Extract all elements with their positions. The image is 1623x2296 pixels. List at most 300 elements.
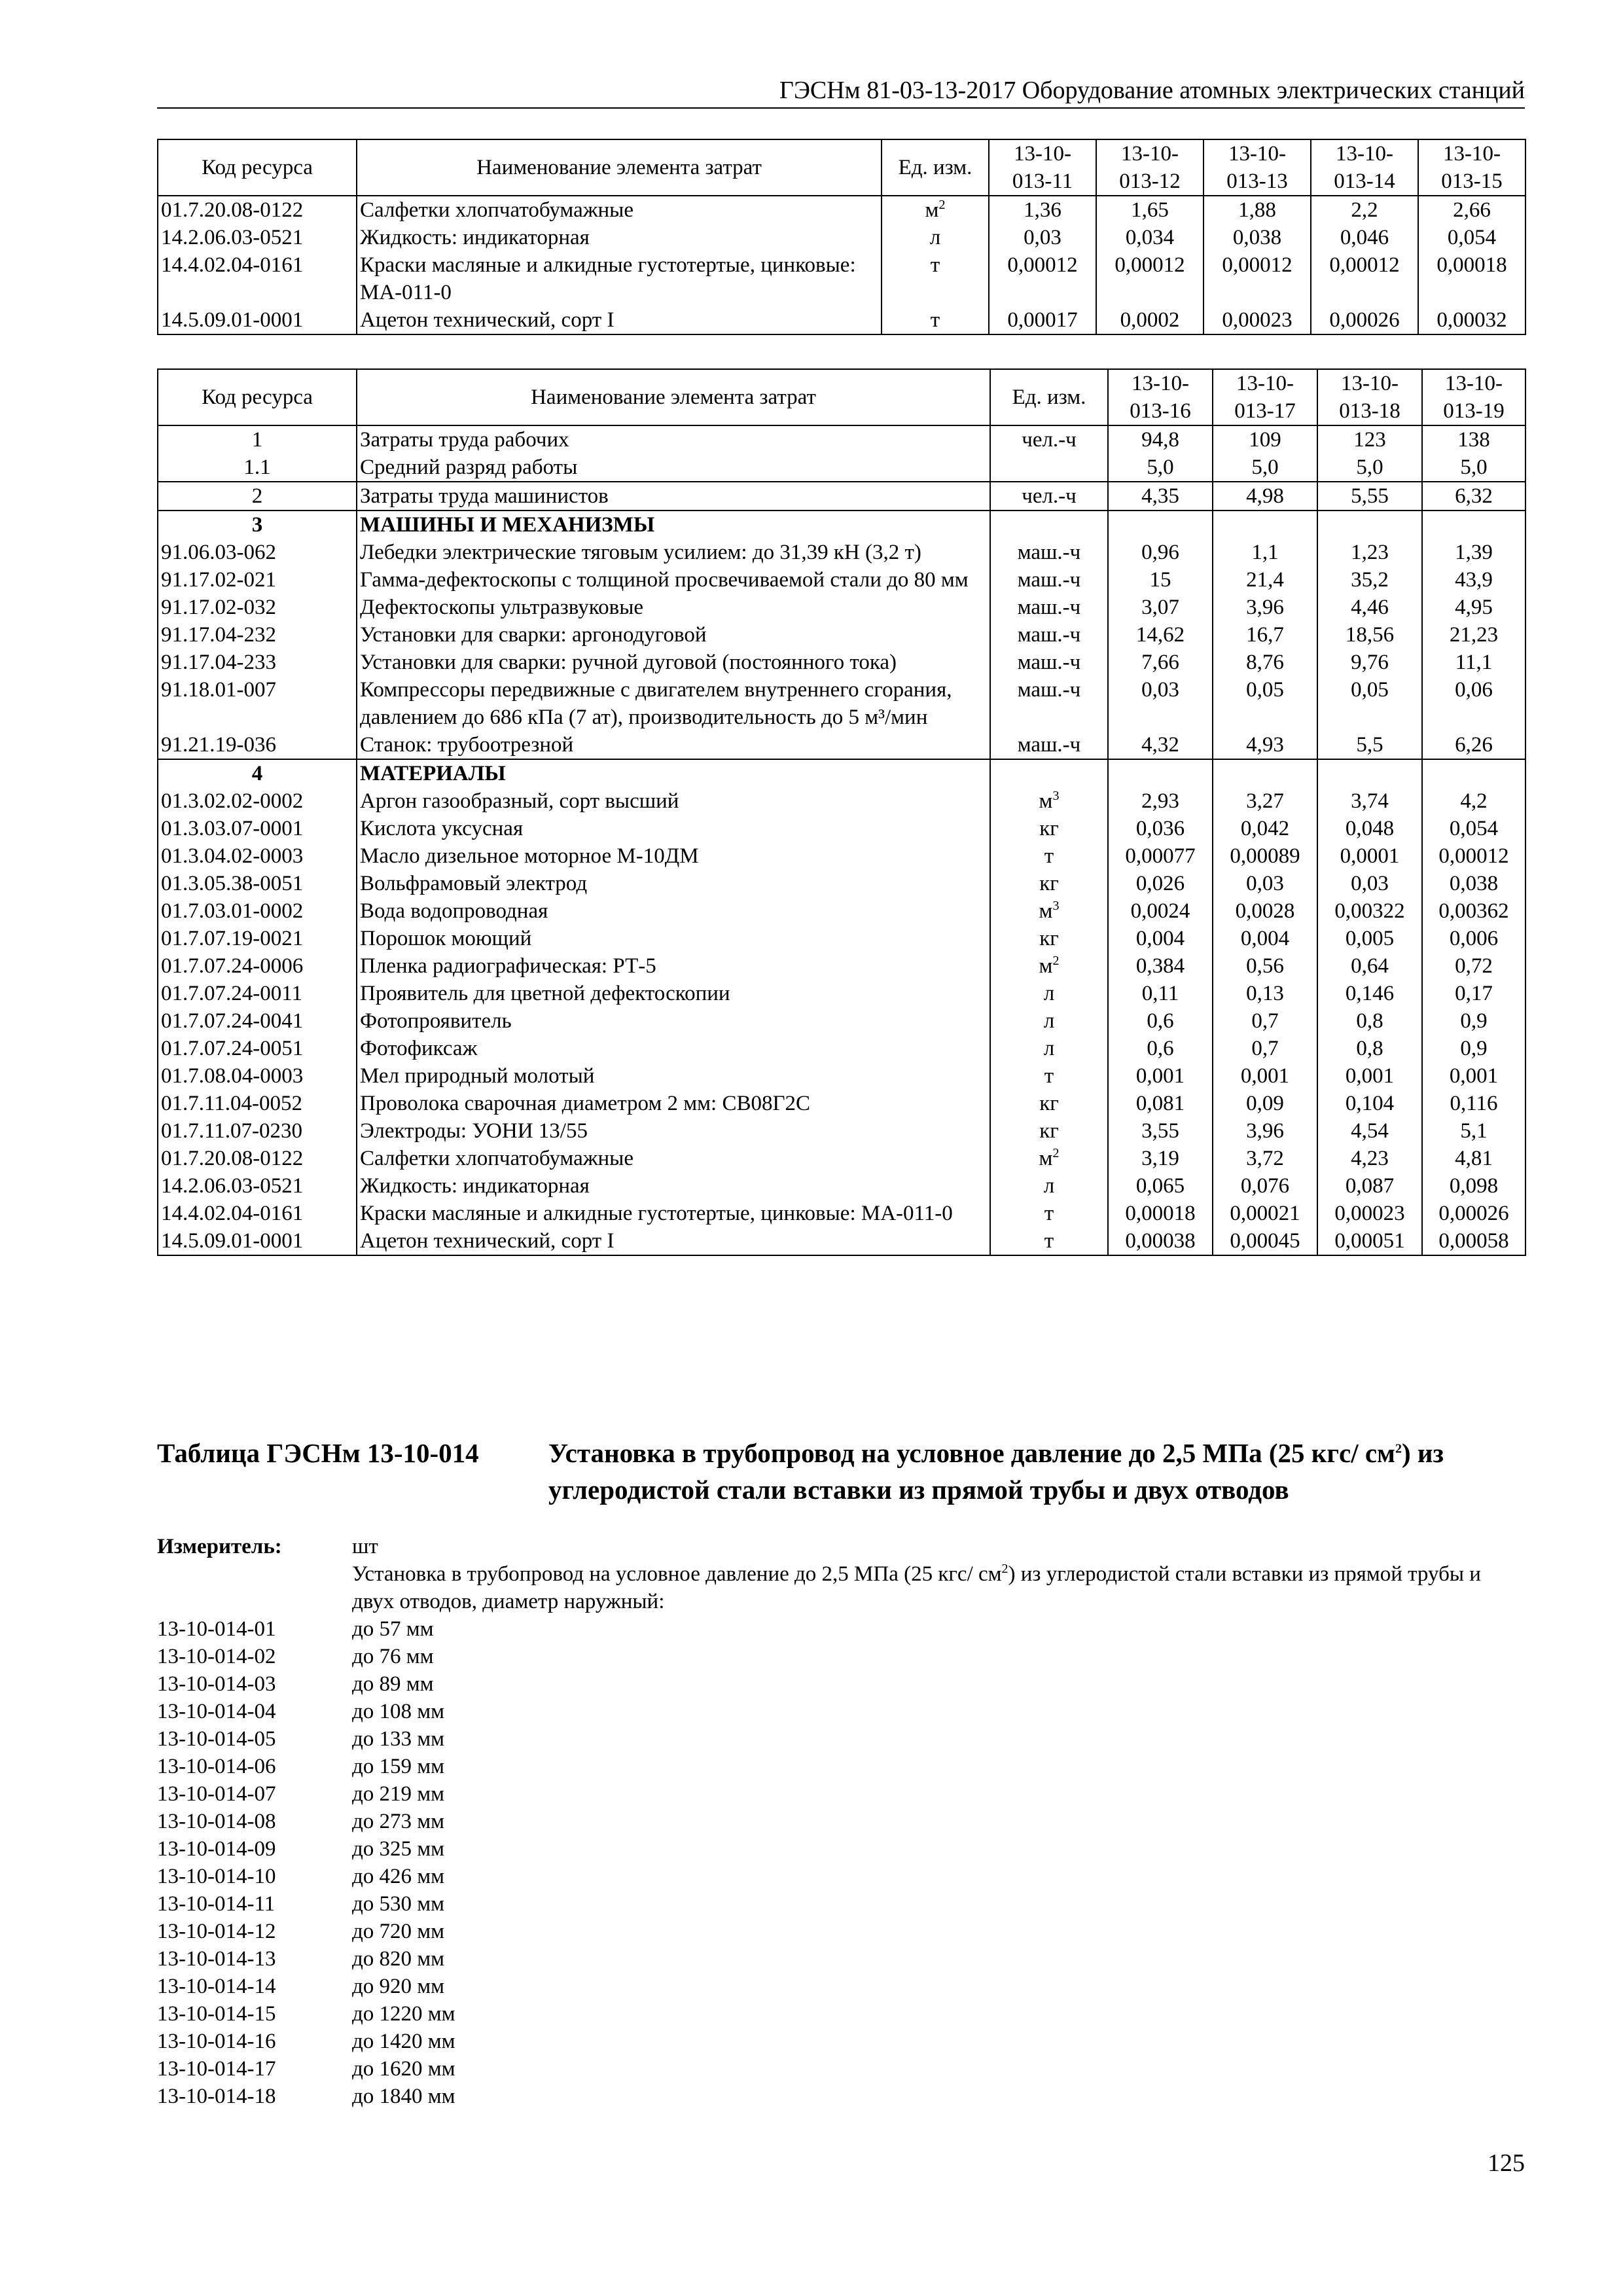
resource-name: Фотофиксаж [357,1035,990,1062]
value-cell: 1,36 [989,196,1096,224]
item-text: до 530 мм [352,1892,445,1916]
table-row [158,1090,1525,1117]
header-col: 13-10- 013-12 [1096,139,1204,196]
table-row [158,925,1525,952]
resource-name: Масло дизельное моторное М-10ДМ [357,842,990,870]
unit-text: т [930,308,940,332]
caption-title-sup: 2 [1395,1441,1402,1456]
resource-name: Краски масляные и алкидные густотертые, цинковые: МА-011-0 [357,1200,990,1227]
unit-text: т [1044,1202,1054,1225]
value-cell: 0,06 [1422,676,1525,731]
resource-unit [990,1007,1108,1035]
item-text: до 133 мм [352,1727,445,1751]
measure-block [157,1533,1525,2110]
item-text: до 1620 мм [352,2057,455,2081]
value-cell: 0,00021 [1213,1200,1317,1227]
resource-unit [990,842,1108,870]
resource-name: Салфетки хлопчатобумажные [357,196,882,224]
item-code: 13-10-014-10 [157,1865,276,1888]
value-cell [1422,759,1525,787]
resource-code: 3 [158,511,357,539]
table-row [158,1117,1525,1145]
unit-text: л [929,226,941,249]
value-cell: 0,00077 [1108,842,1213,870]
resource-unit [990,621,1108,649]
resource-name: Вольфрамовый электрод [357,870,990,897]
table-row [158,1227,1525,1255]
resource-name: Проявитель для цветной дефектоскопии [357,980,990,1007]
resource-code: 91.06.03-062 [158,539,357,566]
value-cell: 0,098 [1422,1172,1525,1200]
unit-text: л [1043,982,1055,1005]
value-cell [1213,759,1317,787]
value-cell: 0,034 [1096,224,1204,251]
value-cell: 0,56 [1213,952,1317,980]
unit-text: маш.-ч [1017,541,1081,564]
item-code: 13-10-014-04 [157,1700,276,1723]
value-cell: 0,64 [1317,952,1422,980]
value-cell: 1,1 [1213,539,1317,566]
resource-name: Пленка радиографическая: РТ-5 [357,952,990,980]
value-cell: 3,96 [1213,594,1317,621]
value-cell: 3,07 [1108,594,1213,621]
resource-name: МАТЕРИАЛЫ [357,759,990,787]
list-item [157,1753,1525,1780]
value-cell: 0,001 [1317,1062,1422,1090]
value-cell: 0,001 [1108,1062,1213,1090]
value-cell: 0,0024 [1108,897,1213,925]
resource-unit [990,925,1108,952]
resource-name: Установки для сварки: аргонодуговой [357,621,990,649]
value-cell: 21,23 [1422,621,1525,649]
table-caption-title [548,1435,1530,1508]
resource-unit [990,1062,1108,1090]
unit-sup: 2 [1052,1146,1060,1160]
value-cell: 2,93 [1108,787,1213,815]
value-cell: 0,004 [1213,925,1317,952]
resource-code: 01.7.11.04-0052 [158,1090,357,1117]
resource-code: 01.7.07.24-0006 [158,952,357,980]
value-cell: 0,054 [1418,224,1525,251]
resource-unit [990,676,1108,731]
value-cell: 0,13 [1213,980,1317,1007]
table-row [158,1007,1525,1035]
value-cell: 16,7 [1213,621,1317,649]
resource-name: МАШИНЫ И МЕХАНИЗМЫ [357,511,990,539]
resource-unit [990,759,1108,787]
resource-unit [990,649,1108,676]
resource-code: 91.17.02-021 [158,566,357,594]
value-cell: 0,00026 [1311,306,1418,334]
value-cell: 0,00026 [1422,1200,1525,1227]
value-cell: 0,001 [1213,1062,1317,1090]
resource-unit [990,1172,1108,1200]
resource-unit [990,539,1108,566]
value-cell: 5,0 [1108,454,1213,482]
measure-unit: шт [352,1535,378,1558]
table-row [158,676,1525,731]
table-row [158,306,1525,334]
value-cell: 0,104 [1317,1090,1422,1117]
value-cell: 138 [1422,425,1525,454]
table-header-row [158,139,1525,196]
item-text: до 108 мм [352,1700,445,1723]
value-cell: 123 [1317,425,1422,454]
page-number: 125 [1488,2149,1525,2177]
list-item [157,1863,1525,1890]
unit-text: м [1039,899,1053,923]
item-code: 13-10-014-02 [157,1645,276,1668]
value-cell: 9,76 [1317,649,1422,676]
value-cell [1108,759,1213,787]
value-cell: 15 [1108,566,1213,594]
item-text: до 820 мм [352,1947,445,1971]
list-item [157,2055,1525,2083]
resource-name: Лебедки электрические тяговым усилием: до 31,39 кН (3,2 т) [357,539,990,566]
resource-unit [990,952,1108,980]
header-col: 13-10- 013-14 [1311,139,1418,196]
list-item [157,2028,1525,2055]
value-cell: 0,384 [1108,952,1213,980]
table-row [158,196,1525,224]
value-cell: 3,72 [1213,1145,1317,1172]
item-code: 13-10-014-01 [157,1617,276,1641]
resource-code: 14.5.09.01-0001 [158,1227,357,1255]
resource-code: 91.17.04-232 [158,621,357,649]
resource-name: Порошок моющий [357,925,990,952]
resource-name: Ацетон технический, сорт I [357,306,882,334]
resource-code: 14.4.02.04-0161 [158,1200,357,1227]
value-cell: 0,087 [1317,1172,1422,1200]
resource-unit [882,251,989,306]
item-text: до 1420 мм [352,2030,455,2053]
resource-code: 4 [158,759,357,787]
item-code: 13-10-014-14 [157,1975,276,1998]
value-cell: 2,2 [1311,196,1418,224]
value-cell: 0,065 [1108,1172,1213,1200]
value-cell: 0,05 [1213,676,1317,731]
resource-code: 01.7.07.24-0051 [158,1035,357,1062]
header-col: 13-10- 013-18 [1317,369,1422,425]
value-cell: 109 [1213,425,1317,454]
value-cell: 11,1 [1422,649,1525,676]
resource-name: Дефектоскопы ультразвуковые [357,594,990,621]
value-cell: 0,038 [1204,224,1311,251]
list-item [157,1615,1525,1643]
unit-text: маш.-ч [1017,678,1081,702]
value-cell: 4,46 [1317,594,1422,621]
table-caption-label: Таблица ГЭСНм 13-10-014 [157,1438,479,1468]
resource-name: Проволока сварочная диаметром 2 мм: СВ08Г2С [357,1090,990,1117]
value-cell: 0,72 [1422,952,1525,980]
unit-text: м [1039,1147,1053,1170]
value-cell: 5,1 [1422,1117,1525,1145]
resource-name: Аргон газообразный, сорт высший [357,787,990,815]
value-cell: 0,0001 [1317,842,1422,870]
list-item [157,2000,1525,2028]
value-cell [1317,759,1422,787]
unit-text: чел.-ч [1022,428,1077,452]
resource-code: 01.3.03.07-0001 [158,815,357,842]
resource-code: 01.7.07.24-0041 [158,1007,357,1035]
resource-unit [990,594,1108,621]
value-cell: 0,076 [1213,1172,1317,1200]
resource-code: 91.17.04-233 [158,649,357,676]
value-cell: 0,00012 [989,251,1096,306]
resource-name: Затраты труда рабочих [357,425,990,454]
list-item [157,1945,1525,1973]
header-name: Наименование элемента затрат [357,139,882,196]
value-cell: 0,00089 [1213,842,1317,870]
header-unit: Ед. изм. [882,139,989,196]
table-row [158,224,1525,251]
unit-text: кг [1039,927,1059,950]
item-code: 13-10-014-05 [157,1727,276,1751]
unit-text: чел.-ч [1022,484,1077,508]
value-cell: 0,6 [1108,1007,1213,1035]
measure-unit-row [157,1533,1525,1560]
table-row [158,539,1525,566]
resource-code: 01.7.07.19-0021 [158,925,357,952]
item-text: до 76 мм [352,1645,434,1668]
resource-code: 14.5.09.01-0001 [158,306,357,334]
header-col: 13-10- 013-11 [989,139,1096,196]
resource-name: Вода водопроводная [357,897,990,925]
value-cell: 0,03 [1213,870,1317,897]
measure-desc-part: ) из углеродистой стали вставки из прямой трубы и двух отводов, диаметр наружный: [352,1562,1481,1613]
value-cell [1422,511,1525,539]
value-cell: 0,004 [1108,925,1213,952]
value-cell: 3,74 [1317,787,1422,815]
table-row [158,594,1525,621]
list-item [157,1918,1525,1945]
table-row [158,649,1525,676]
page-header: ГЭСНм 81-03-13-2017 Оборудование атомных электрических станций [157,73,1525,109]
table-row [158,731,1525,759]
resource-name: Салфетки хлопчатобумажные [357,1145,990,1172]
value-cell: 18,56 [1317,621,1422,649]
unit-text: т [1044,1064,1054,1088]
value-cell: 3,27 [1213,787,1317,815]
value-cell: 0,03 [989,224,1096,251]
list-item [157,1780,1525,1808]
header-name: Наименование элемента затрат [357,369,990,425]
item-code: 13-10-014-08 [157,1810,276,1833]
value-cell: 0,8 [1317,1007,1422,1035]
value-cell: 0,00322 [1317,897,1422,925]
resource-code: 2 [158,482,357,511]
value-cell: 0,00023 [1317,1200,1422,1227]
item-code: 13-10-014-18 [157,2085,276,2108]
header-code: Код ресурса [158,139,357,196]
item-text: до 426 мм [352,1865,445,1888]
value-cell: 0,00051 [1317,1227,1422,1255]
value-cell: 0,116 [1422,1090,1525,1117]
value-cell: 4,32 [1108,731,1213,759]
resource-unit [990,897,1108,925]
resource-unit [882,224,989,251]
resource-code: 91.17.02-032 [158,594,357,621]
resource-code: 01.7.11.07-0230 [158,1117,357,1145]
value-cell: 4,93 [1213,731,1317,759]
item-code: 13-10-014-03 [157,1672,276,1696]
measure-desc-part: Установка в трубопровод на условное давление до 2,5 МПа (25 кгс/ см [352,1562,1002,1586]
resource-unit [990,511,1108,539]
value-cell: 0,03 [1317,870,1422,897]
item-code: 13-10-014-13 [157,1947,276,1971]
list-item [157,1890,1525,1918]
unit-text: т [930,253,940,277]
resource-name: Гамма-дефектоскопы с толщиной просвечиваемой стали до 80 мм [357,566,990,594]
resource-name: Мел природный молотый [357,1062,990,1090]
value-cell: 0,7 [1213,1007,1317,1035]
value-cell: 5,0 [1422,454,1525,482]
value-cell: 0,09 [1213,1090,1317,1117]
value-cell: 0,00058 [1422,1227,1525,1255]
table-row [158,1200,1525,1227]
value-cell: 4,98 [1213,482,1317,511]
resource-code: 01.3.02.02-0002 [158,787,357,815]
table-row [158,787,1525,815]
resource-name: Установки для сварки: ручной дуговой (постоянного тока) [357,649,990,676]
resource-name: Жидкость: индикаторная [357,224,882,251]
value-cell: 0,00038 [1108,1227,1213,1255]
resource-unit [990,1227,1108,1255]
item-text: до 1840 мм [352,2085,455,2108]
list-item [157,1670,1525,1698]
resource-code: 1 [158,425,357,454]
value-cell: 6,32 [1422,482,1525,511]
unit-text: маш.-ч [1017,651,1081,674]
resource-unit [990,1117,1108,1145]
value-cell: 4,2 [1422,787,1525,815]
unit-text: кг [1039,1119,1059,1143]
value-cell: 4,95 [1422,594,1525,621]
resource-unit [990,425,1108,454]
value-cell: 1,39 [1422,539,1525,566]
unit-text: л [1043,1174,1055,1198]
value-cell: 0,042 [1213,815,1317,842]
value-cell: 0,00012 [1096,251,1204,306]
header-col: 13-10- 013-19 [1422,369,1525,425]
resource-unit [990,870,1108,897]
value-cell: 0,11 [1108,980,1213,1007]
unit-sup: 3 [1052,789,1060,803]
resource-name: Ацетон технический, сорт I [357,1227,990,1255]
resource-unit [990,454,1108,482]
value-cell: 0,9 [1422,1007,1525,1035]
header-col: 13-10- 013-17 [1213,369,1317,425]
resource-unit [882,196,989,224]
value-cell: 0,00012 [1422,842,1525,870]
value-cell: 4,54 [1317,1117,1422,1145]
item-text: до 273 мм [352,1810,445,1833]
value-cell: 0,00362 [1422,897,1525,925]
item-text: до 219 мм [352,1782,445,1806]
value-cell: 0,00012 [1311,251,1418,306]
header-col: 13-10- 013-16 [1108,369,1213,425]
resource-code: 91.18.01-007 [158,676,357,731]
resource-unit [990,1145,1108,1172]
item-code: 13-10-014-11 [157,1892,276,1916]
item-code: 13-10-014-17 [157,2057,276,2081]
item-code: 13-10-014-15 [157,2002,276,2026]
value-cell: 0,00018 [1418,251,1525,306]
resource-unit [990,482,1108,511]
resource-table-2 [157,368,1526,1256]
value-cell [1213,511,1317,539]
value-cell: 8,76 [1213,649,1317,676]
resource-code: 01.7.03.01-0002 [158,897,357,925]
unit-text: м [1039,954,1053,978]
unit-sup: 2 [938,198,946,212]
measure-desc-sup: 2 [1001,1562,1008,1576]
resource-name: Компрессоры передвижные с двигателем внутреннего сгорания, давлением до 686 кПа (7 ат), производительность до 5 м³/мин [357,676,990,731]
resource-unit [990,1090,1108,1117]
header-code: Код ресурса [158,369,357,425]
value-cell: 0,001 [1422,1062,1525,1090]
table-header-row [158,369,1525,425]
value-cell: 6,26 [1422,731,1525,759]
item-text: до 1220 мм [352,2002,455,2026]
value-cell: 1,65 [1096,196,1204,224]
unit-text: т [1044,1229,1054,1253]
unit-text: маш.-ч [1017,733,1081,757]
unit-text: м [1039,789,1053,813]
unit-sup: 3 [1052,899,1060,913]
item-code: 13-10-014-16 [157,2030,276,2053]
value-cell: 0,96 [1108,539,1213,566]
table-row [158,1172,1525,1200]
resource-name: Краски масляные и алкидные густотертые, цинковые: МА-011-0 [357,251,882,306]
value-cell: 7,66 [1108,649,1213,676]
value-cell: 94,8 [1108,425,1213,454]
resource-name: Фотопроявитель [357,1007,990,1035]
value-cell: 0,00018 [1108,1200,1213,1227]
value-cell: 0,7 [1213,1035,1317,1062]
resource-code: 01.3.05.38-0051 [158,870,357,897]
value-cell: 0,036 [1108,815,1213,842]
value-cell: 5,5 [1317,731,1422,759]
value-cell: 0,054 [1422,815,1525,842]
header-col: 13-10- 013-15 [1418,139,1525,196]
value-cell: 14,62 [1108,621,1213,649]
value-cell: 0,046 [1311,224,1418,251]
resource-unit [990,1035,1108,1062]
value-cell: 0,00032 [1418,306,1525,334]
value-cell: 0,0002 [1096,306,1204,334]
list-item [157,1835,1525,1863]
resource-unit [990,1200,1108,1227]
list-item [157,1808,1525,1835]
unit-text: маш.-ч [1017,568,1081,592]
value-cell [1317,511,1422,539]
resource-unit [990,731,1108,759]
unit-text: м [925,198,939,222]
value-cell: 0,038 [1422,870,1525,897]
value-cell: 0,00017 [989,306,1096,334]
table-row [158,952,1525,980]
value-cell: 0,005 [1317,925,1422,952]
resource-code: 14.4.02.04-0161 [158,251,357,306]
value-cell: 0,026 [1108,870,1213,897]
item-text: до 159 мм [352,1755,445,1778]
value-cell: 0,00045 [1213,1227,1317,1255]
item-code: 13-10-014-12 [157,1920,276,1943]
value-cell: 5,55 [1317,482,1422,511]
table-row [158,1062,1525,1090]
list-item [157,1973,1525,2000]
